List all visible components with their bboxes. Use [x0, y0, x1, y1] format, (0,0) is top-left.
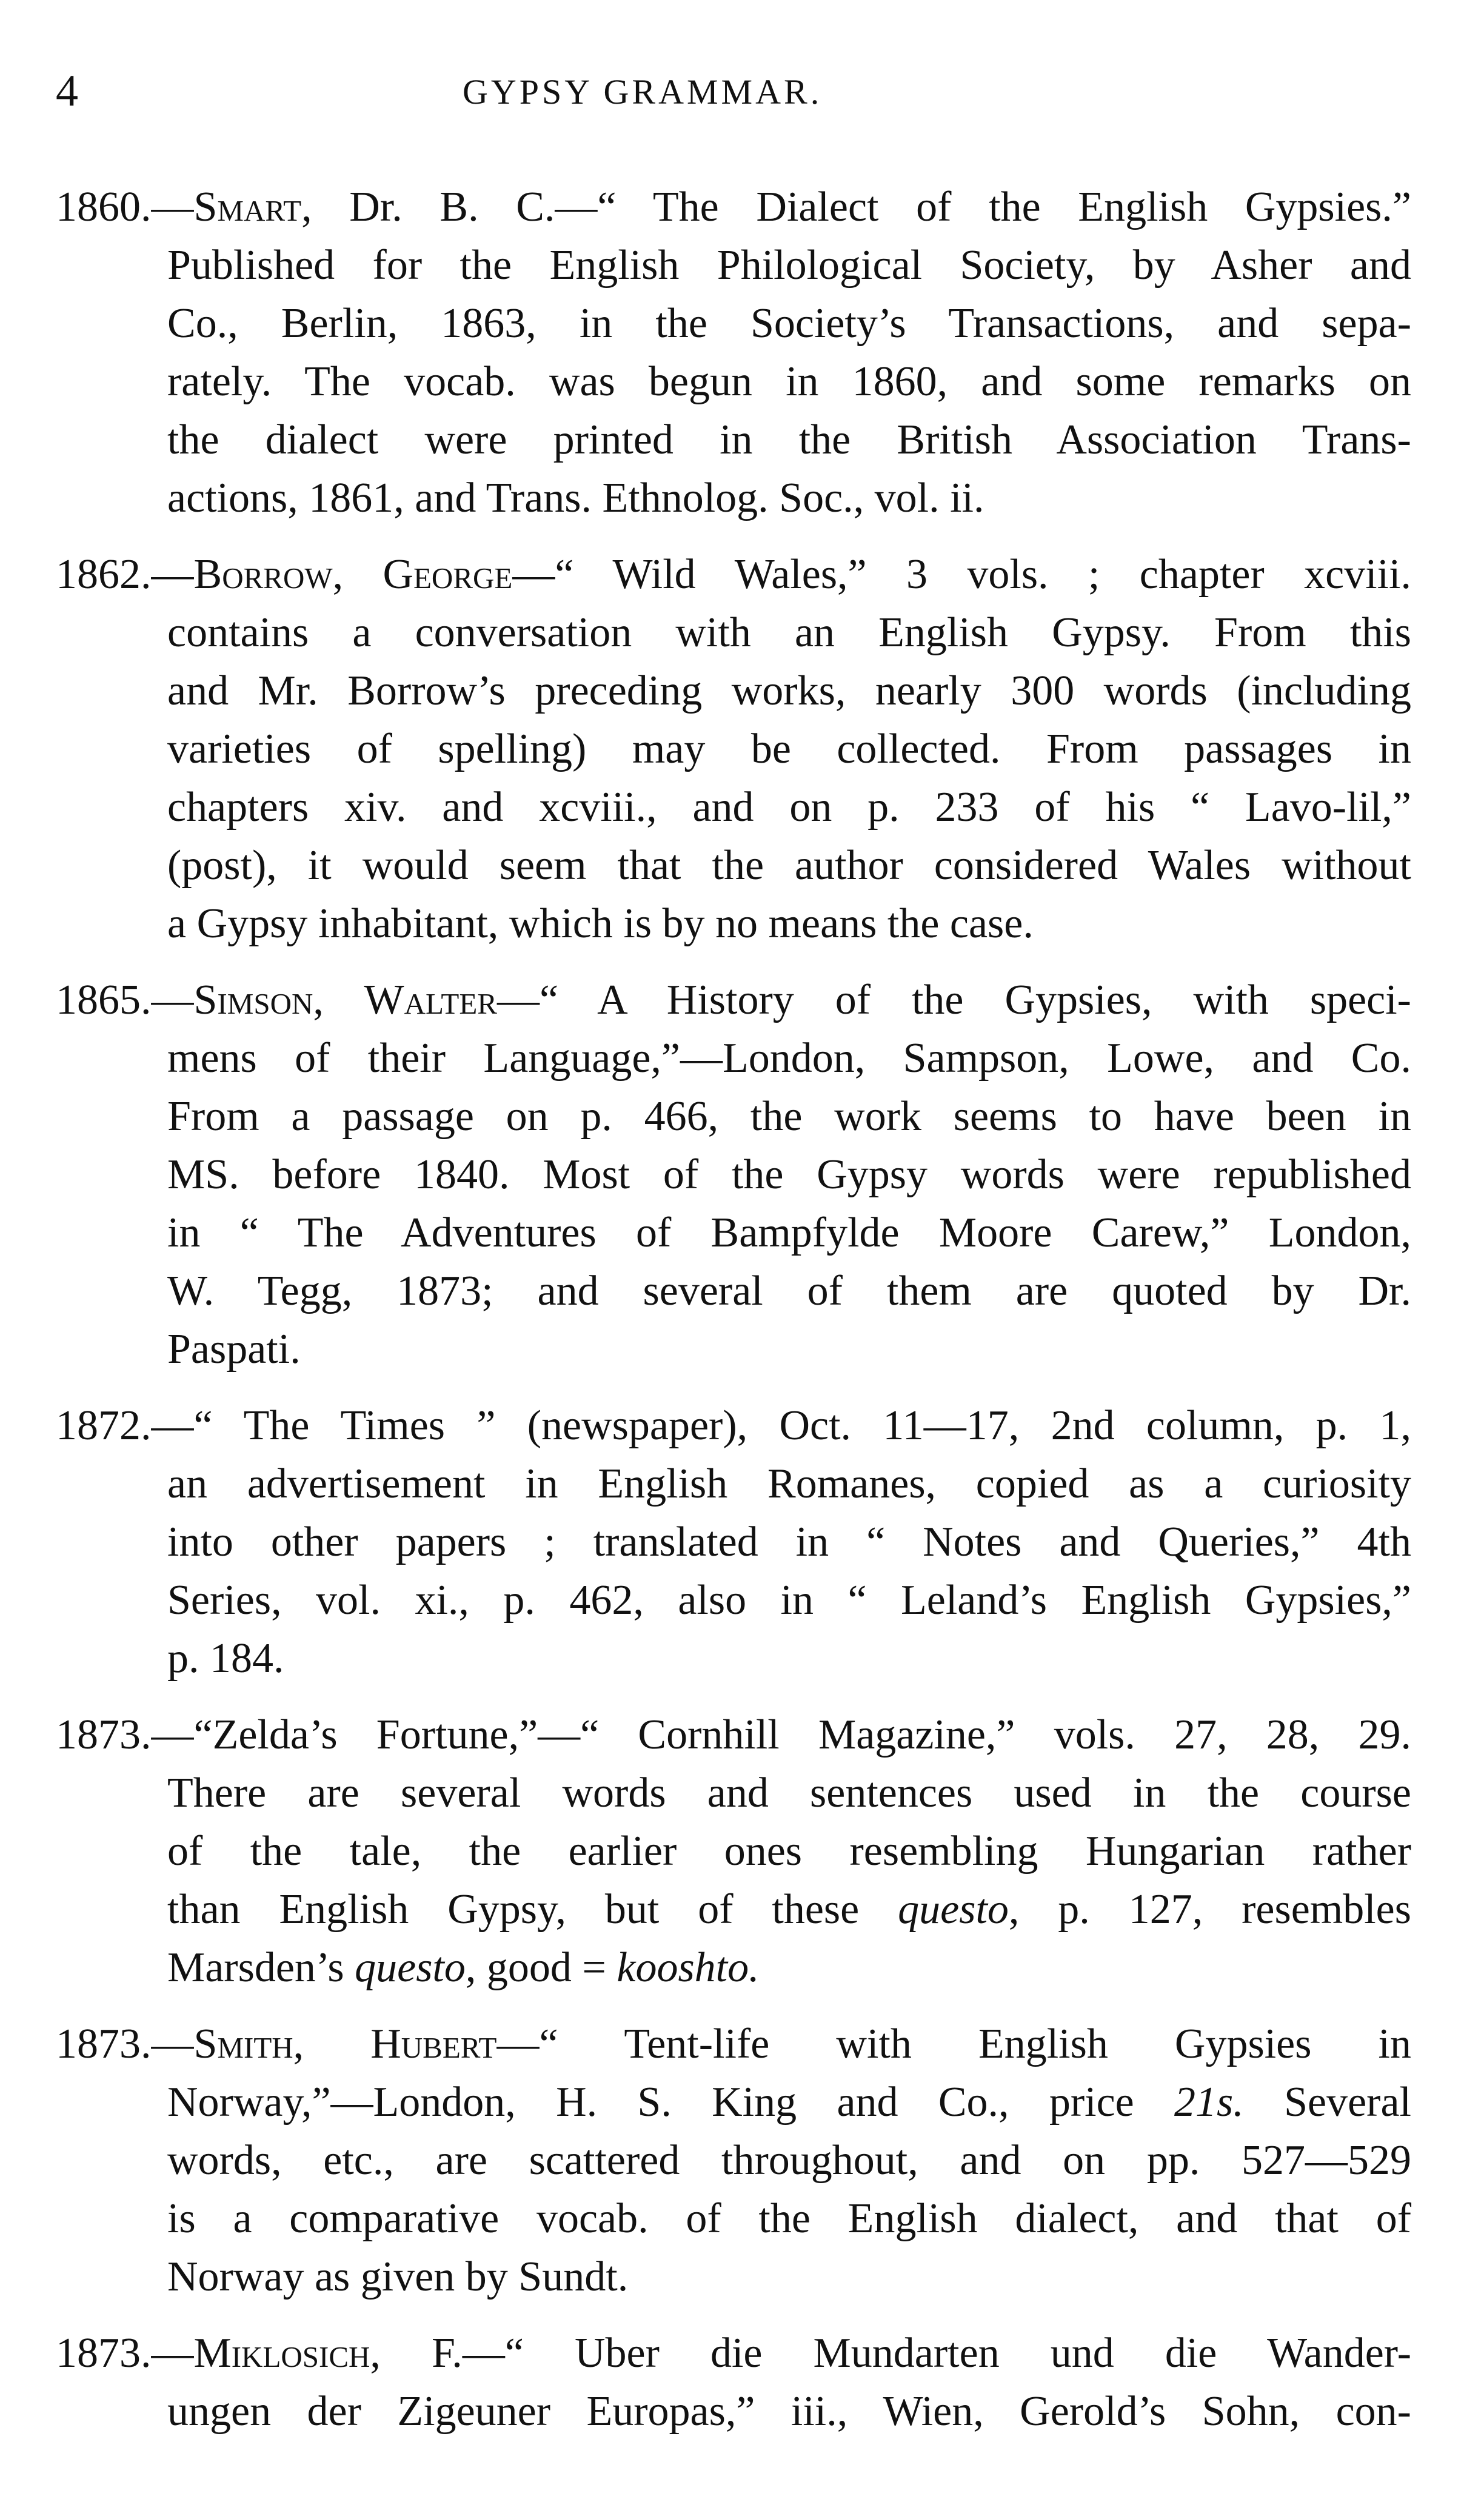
text-line [167, 2248, 1411, 2306]
text-line [56, 2015, 1411, 2073]
italic-text: 21s. [1174, 2079, 1244, 2126]
text-segment: —“ Wild Wales,” 3 vols. ; chapter xcviii. [512, 551, 1411, 598]
text-segment: 1873.—“Zelda’s Fortune,”—“ Cornhill Magazine,” vols. 27, 28, 29. [56, 1711, 1411, 1758]
text-segment: , p. 127, resembles [1008, 1886, 1411, 1933]
text-segment: Norway as given by Sundt. [167, 2253, 629, 2300]
text-segment: Series, vol. xi., p. 462, also in “ Leland’s English Gypsies,” [167, 1577, 1411, 1624]
text-segment: p. 184. [167, 1635, 284, 1682]
text-line [167, 469, 1411, 527]
text-line [167, 1262, 1411, 1320]
text-segment: MS. before 1840. Most of the Gypsy words were republished [167, 1151, 1411, 1198]
text-segment: than English Gypsy, but of these [167, 1886, 898, 1933]
author-name: Simson, Walter [193, 977, 497, 1023]
text-segment: W. Tegg, 1873; and several of them are quoted by Dr. [167, 1268, 1411, 1314]
text-line [167, 1455, 1411, 1513]
text-line [167, 2383, 1411, 2441]
text-segment: a Gypsy inhabitant, which is by no means the case. [167, 900, 1034, 947]
text-line [167, 2132, 1411, 2190]
text-line [167, 411, 1411, 469]
text-line [167, 2073, 1411, 2132]
bibliography-entry [56, 1397, 1411, 1688]
text-line [167, 1939, 1411, 1997]
text-segment: —“ Uber die Mundarten und die Wander- [462, 2330, 1412, 2377]
text-segment: is a comparative vocab. of the English dialect, and that of [167, 2195, 1411, 2242]
text-segment: 1865.— [56, 977, 194, 1023]
text-line [167, 1320, 1411, 1379]
author-name: Smith, Hubert [193, 2021, 497, 2067]
text-line [167, 353, 1411, 411]
text-segment: 1872.—“ The Times ” (newspaper), Oct. 11—17, 2nd column, p. 1, [56, 1402, 1411, 1449]
text-segment: —“ A History of the Gypsies, with speci- [496, 977, 1411, 1023]
text-segment: 1860.— [56, 184, 194, 230]
bibliography-list [56, 178, 1411, 2459]
text-segment: Marsden’s [167, 1944, 355, 1991]
text-line [167, 1822, 1411, 1881]
text-segment: 1862.— [56, 551, 194, 598]
bibliography-entry [56, 2324, 1411, 2441]
author-name: Smart [193, 184, 302, 230]
bibliography-entry [56, 2015, 1411, 2306]
text-line [167, 295, 1411, 353]
text-line [56, 1397, 1411, 1455]
page-number: 4 [56, 66, 78, 116]
text-segment: the dialect were printed in the British Association Trans- [167, 416, 1411, 463]
text-segment: of the tale, the earlier ones resembling Hungarian rather [167, 1828, 1411, 1875]
text-segment: Published for the English Philological Society, by Asher and [167, 242, 1411, 289]
text-segment: , good = [465, 1944, 617, 1991]
bibliography-entry [56, 1706, 1411, 1997]
text-segment: mens of their Language,”—London, Sampson, Lowe, and Co. [167, 1035, 1411, 1082]
text-segment: There are several words and sentences used in the course [167, 1770, 1411, 1816]
text-segment: and Mr. Borrow’s preceding works, nearly 300 words (including [167, 667, 1411, 714]
text-segment: in “ The Adventures of Bampfylde Moore Carew,” London, [167, 1209, 1411, 1256]
text-line [56, 1706, 1411, 1764]
text-segment: contains a conversation with an English Gypsy. From this [167, 609, 1411, 656]
text-line [56, 178, 1411, 236]
text-line [167, 662, 1411, 720]
bibliography-entry [56, 178, 1411, 527]
text-segment: , Dr. B. C.—“ The Dialect of the English Gypsies.” [301, 184, 1411, 230]
text-segment: rately. The vocab. was begun in 1860, and some remarks on [167, 358, 1411, 405]
text-segment: varieties of spelling) may be collected. From passages in [167, 726, 1411, 772]
text-line [167, 236, 1411, 295]
text-line [167, 2190, 1411, 2248]
italic-text: questo [898, 1886, 1009, 1933]
text-line [167, 1204, 1411, 1262]
running-title: GYPSY GRAMMAR. [463, 72, 823, 112]
bibliography-entry [56, 546, 1411, 953]
text-segment: 1873.— [56, 2330, 194, 2377]
text-line [56, 546, 1411, 604]
text-line [167, 895, 1411, 953]
text-segment: ungen der Zigeuner Europas,” iii., Wien, Gerold’s Sohn, con- [167, 2388, 1411, 2435]
text-segment: words, etc., are scattered throughout, and on pp. 527—529 [167, 2137, 1411, 2184]
text-segment: an advertisement in English Romanes, copied as a curiosity [167, 1460, 1411, 1507]
text-segment: (post), it would seem that the author considered Wales without [167, 842, 1411, 889]
text-line [167, 1881, 1411, 1939]
text-segment: 1873.— [56, 2021, 194, 2067]
text-line [167, 720, 1411, 778]
text-line [167, 1571, 1411, 1630]
text-line [167, 778, 1411, 837]
text-segment: actions, 1861, and Trans. Ethnolog. Soc., vol. ii. [167, 475, 984, 521]
text-line [167, 1146, 1411, 1204]
text-line [56, 971, 1411, 1029]
italic-text: kooshto. [617, 1944, 760, 1991]
text-segment: Paspati. [167, 1326, 301, 1373]
text-line [56, 2324, 1411, 2383]
text-line [167, 1029, 1411, 1088]
text-line [167, 1513, 1411, 1571]
text-line [167, 1764, 1411, 1822]
author-name: Miklosich, F. [193, 2330, 463, 2377]
text-segment: Co., Berlin, 1863, in the Society’s Transactions, and sepa- [167, 300, 1411, 347]
text-segment: into other papers ; translated in “ Notes and Queries,” 4th [167, 1519, 1411, 1565]
text-segment: From a passage on p. 466, the work seems to have been in [167, 1093, 1411, 1140]
text-segment: Several [1243, 2079, 1411, 2126]
text-line [167, 1630, 1411, 1688]
bibliography-entry [56, 971, 1411, 1379]
author-name: Borrow, George [193, 551, 513, 598]
text-segment: —“ Tent-life with English Gypsies in [496, 2021, 1412, 2067]
text-segment: Norway,”—London, H. S. King and Co., price [167, 2079, 1175, 2126]
text-line [167, 1088, 1411, 1146]
italic-text: questo [355, 1944, 466, 1991]
text-segment: chapters xiv. and xcviii., and on p. 233 of his “ Lavo-lil,” [167, 784, 1411, 831]
text-line [167, 837, 1411, 895]
text-line [167, 604, 1411, 662]
